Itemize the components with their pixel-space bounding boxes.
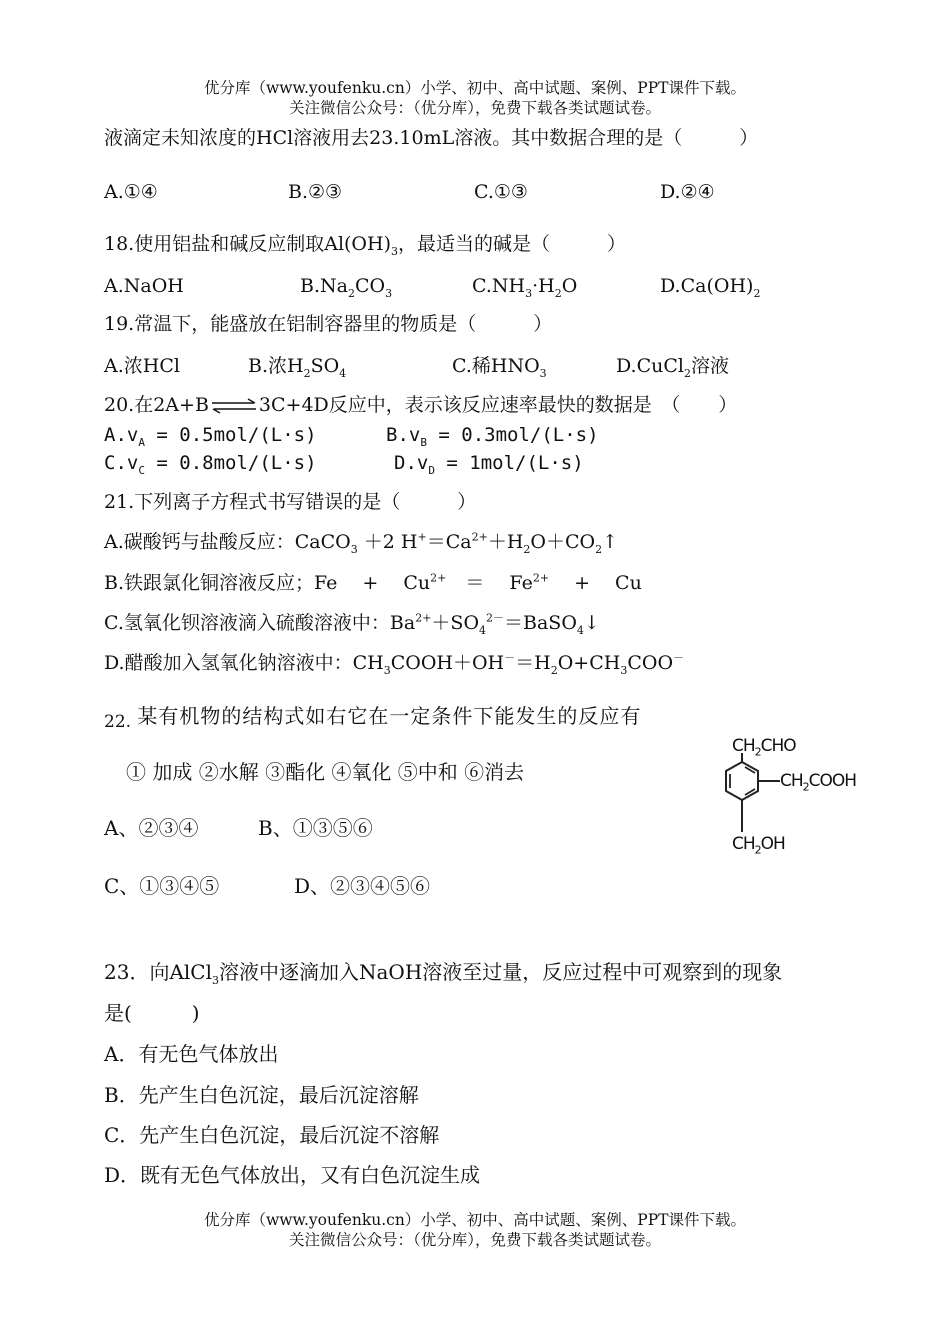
q17-option-a: A.①④ xyxy=(104,181,158,203)
q21-option-d: D.醋酸加入氢氧化钠溶液中：$CH_3COOH+OH^-=H_2O+CH_3COO^-$ xyxy=(104,651,685,677)
q19-option-c: C.稀$HNO_3$ xyxy=(452,355,547,380)
structure-label-right: $CH_2COOH$ xyxy=(780,771,857,794)
q19-option-a: A.浓HCl xyxy=(104,355,180,377)
q18-option-a: A.NaOH xyxy=(104,275,184,297)
structure-label-top: $CH_2CHO$ xyxy=(732,736,796,759)
q21-option-b: B.铁跟氯化铜溶液反应；Fe + $Cu^{2+}$ ＝ $Fe^{2+}$ + Cu xyxy=(104,571,642,594)
q23-stem-line2: 是( ) xyxy=(104,1001,200,1025)
structure-label-bottom: $CH_2OH$ xyxy=(732,834,785,857)
q21-option-a: A.碳酸钙与盐酸反应：CaCO$_3$ ＋2 $H^+=Ca^{2+}+H_2O+CO_2↑$ xyxy=(104,530,619,556)
q22-stem: $_{22.}$ 某有机物的结构式如右它在一定条件下能发生的反应有 xyxy=(104,704,642,732)
q20-option-b: $B.v_B = 0.3mol/(L\cdot s)$ xyxy=(386,424,599,449)
header-top-line2: 关注微信公众号：（优分库），免费下载各类试题试卷。 xyxy=(288,99,661,117)
q20-stem: 20.在2A+B 3C+4D反应中，表示该反应速率最快的数据是 （ ） xyxy=(104,394,738,416)
q20-option-c: $C.v_C = 0.8mol/(L\cdot s)$ xyxy=(104,452,317,477)
q22-option-a: A、②③④ xyxy=(104,816,199,840)
q19-option-d: D.CuCl$_2$溶液 xyxy=(616,355,729,380)
q17-option-b: B.②③ xyxy=(288,181,343,203)
q22-option-b: B、①③⑤⑥ xyxy=(258,816,373,840)
q21-stem: 21.下列离子方程式书写错误的是（ ） xyxy=(104,491,477,513)
q22-option-c: C、①③④⑤ xyxy=(104,874,220,898)
q17-option-c: C.①③ xyxy=(474,181,528,203)
q19-option-b: B.浓$H_2SO_4$ xyxy=(248,355,347,380)
equilibrium-arrow-icon xyxy=(210,398,258,414)
q21-option-c: C.氢氧化钡溶液滴入硫酸溶液中：$Ba^{2+}+SO_4^{2-}=BaSO_4↓$ xyxy=(104,611,600,637)
q23-stem: 23．向AlCl$_3$溶液中逐滴加入NaOH溶液至过量，反应过程中可观察到的现象 xyxy=(104,960,783,987)
q22-option-d: D、②③④⑤⑥ xyxy=(294,874,431,898)
q23-option-c: C．先产生白色沉淀，最后沉淀不溶解 xyxy=(104,1123,440,1147)
header-bottom-line2: 关注微信公众号：（优分库），免费下载各类试题试卷。 xyxy=(288,1231,661,1249)
header-bottom-line1: 优分库（www.youfenku.cn）小学、初中、高中试题、案例、PPT课件下载。 xyxy=(203,1211,747,1229)
q23-option-d: D．既有无色气体放出，又有白色沉淀生成 xyxy=(104,1163,481,1187)
q20-option-d: $D.v_D = 1mol/(L\cdot s)$ xyxy=(394,452,584,477)
q20-option-a: $A.v_A = 0.5mol/(L\cdot s)$ xyxy=(104,424,317,449)
header-top-line1: 优分库（www.youfenku.cn）小学、初中、高中试题、案例、PPT课件下载。 xyxy=(203,79,747,97)
q17-option-d: D.②④ xyxy=(660,181,715,203)
q18-option-b: $B.Na_2CO_3$ xyxy=(300,275,393,300)
q19-stem: 19.常温下，能盛放在铝制容器里的物质是（ ） xyxy=(104,313,553,335)
q23-option-a: A．有无色气体放出 xyxy=(104,1042,279,1066)
structure-diagram xyxy=(714,734,864,862)
q23-option-b: B．先产生白色沉淀，最后沉淀溶解 xyxy=(104,1083,419,1107)
q18-stem: 18.使用铝盐和碱反应制取$Al(OH)_3$，最适当的碱是（ ） xyxy=(104,233,627,258)
q17-tail-text: 液滴定未知浓度的HCl溶液用去23.10mL溶液。其中数据合理的是（ ） xyxy=(104,127,759,149)
q18-option-d: $D.Ca(OH)_2$ xyxy=(660,275,761,300)
q18-option-c: $C.NH_3\cdot H_2O$ xyxy=(472,275,578,300)
q22-reactions: ① 加成 ②水解 ③酯化 ④氧化 ⑤中和 ⑥消去 xyxy=(126,760,525,784)
